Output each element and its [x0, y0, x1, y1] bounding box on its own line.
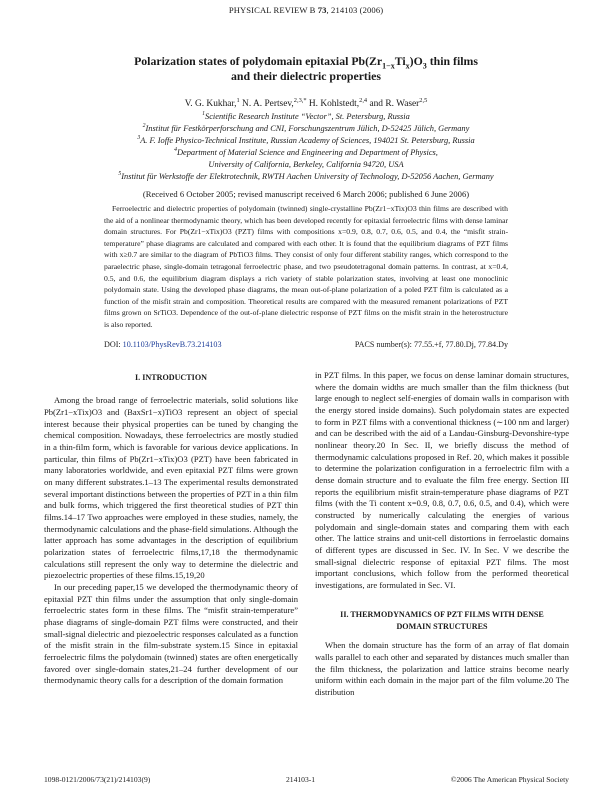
doi: DOI: 10.1103/PhysRevB.73.214103: [104, 340, 222, 349]
doi-pacs-line: [104, 340, 508, 349]
right-column: [315, 370, 569, 699]
paragraph: in PZT films. In this paper, we focus on dense laminar domain structures, where the domain widths are much smaller than the film thickness (but large enough to neglect self-energies of domain walls in comparison with the energy stored inside domains). Such polydomain states are expected to form in PZT films with a conventional thickness (∼100 nm and larger) and can be described with the aid of a Landau-Ginsburg-Devonshire-type nonlinear theory.20 In Sec. II, we briefly discuss the method of thermodynamic calculations proposed in Ref. 20, which makes it possible to determine the polarization configuration in a ferroelectric film with a dense domain structure and to evaluate the film free energy. Section III reports the equilibrium misfit strain-temperature phase diagrams of PZT films (with the Ti content x=0.9, 0.8, 0.7, 0.6, 0.5, and 0.4), which were constructed by numerically calculating the energies of various polydomain and single-domain states and comparing them with each other. The lattice strains and unit-cell distortions in ferroelastic domains of different types are discussed in Sec. IV. In Sec. V we describe the small-signal dielectric response of epitaxial PZT films. The most important conclusions, which follow from the performed theoretical investigations, are formulated in Sec. VI.: [315, 370, 569, 590]
running-head: [0, 5, 612, 15]
affiliation: $^3$A. F. Ioffe Physico-Technical Institute, Russian Academy of Sciences, 194021 St. Petersburg, Russia: [137, 135, 475, 145]
footer-page-number: 214103-1: [285, 775, 316, 784]
journal-name: PHYSICAL REVIEW B: [228, 5, 316, 15]
affiliation: $^5$Institut für Werkstoffe der Elektrotechnik, RWTH Aachen University of Technology, D-52056 Aachen, Germany: [118, 171, 494, 181]
journal-volume: 73: [317, 5, 327, 15]
footer-copyright: ©2006 The American Physical Society: [450, 775, 569, 784]
author: and R. Waser: [367, 99, 420, 109]
article-citation: , 214103 (2006): [326, 5, 384, 15]
section-heading-thermodynamics: II. THERMODYNAMICS OF PZT FILMS WITH DENSE DOMAIN STRUCTURES: [340, 610, 544, 631]
received-dates: (Received 6 October 2005; revised manuscript received 6 March 2006; published 6 June 2006): [142, 189, 470, 199]
affiliation: $^1$Scientific Research Institute “Vector”, St. Petersburg, Russia: [202, 111, 410, 121]
page-footer: [44, 775, 569, 784]
author: N. A. Pertsev,: [239, 99, 294, 109]
author-list: V. G. Kukhar,$^1$ N. A. Pertsev,$^{2,3,*}$ H. Kohlstedt,$^{2,4}$ and R. Waser$^{2,5}$: [184, 96, 428, 109]
pacs-numbers: PACS number(s): 77.55.+f, 77.80.Dj, 77.84.Dy: [354, 340, 508, 349]
author: H. Kohlstedt,: [306, 99, 360, 109]
affiliation: $^2$Institut für Festkörperforschung and CNI, Forschungszentrum Jülich, D-52425 Jülich, Germany: [142, 123, 470, 133]
left-column: [44, 372, 298, 687]
affiliation: University of California, Berkeley, California 94720, USA: [208, 160, 404, 169]
doi-link[interactable]: 10.1103/PhysRevB.73.214103: [122, 340, 222, 349]
author: V. G. Kukhar,: [184, 99, 237, 109]
abstract: Ferroelectric and dielectric properties of polydomain (twinned) single-crystalline Pb(Zr1−xTix)O3 thin films are described with the aid of a nonlinear thermodynamic theory, which has been developed recently for epitaxial ferroelectric films with dense laminar domain structures. For Pb(Zr1−xTix)O3 (PZT) films with compositions x=0.9, 0.8, 0.7, 0.6, 0.5, and 0.4, the “misfit strain-temperature” phase diagrams are calculated and compared with each other. It is found that the equilibrium diagrams of PZT films with x≥0.7 are similar to the diagram of PbTiO3 films. They consist of only four different stability ranges, which correspond to the paraelectric phase, single-domain tetragonal ferroelectric phase, and two pseudotetragonal domain patterns. In contrast, at x=0.4, 0.5, and 0.6, the equilibrium diagram displays a rich variety of stable polarization states, involving at least one monoclinic polydomain state. Using the developed phase diagrams, the mean out-of-plane polarization of a poled PZT film is calculated as a function of the misfit strain and composition. Theoretical results are compared with the measured remanent polarizations of PZT films grown on SrTiO3. Dependence of the out-of-plane dielectric response of PZT films on the misfit strain in the heterostructure is also reported.: [104, 204, 508, 329]
paragraph: When the domain structure has the form of an array of flat domain walls parallel to each other and separated by distances much smaller than the film thickness, the polarization and lattice strains become nearly uniform within each domain in the major part of the film volume.20 The distribution: [315, 640, 569, 697]
paragraph: In our preceding paper,15 we developed the thermodynamic theory of epitaxial PZT thin films under the assumption that only single-domain ferroelectric states form in these films. The “misfit strain-temperature” phase diagrams of single-domain PZT films were constructed, and their small-signal dielectric and piezoelectric responses calculated as a function of the misfit strain in the film-substrate system.15 Since in epitaxial ferroelectric films the polydomain (twinned) states are often energetically favored over single-domain states,21–24 further development of our thermodynamic theory calls for a description of the domain formation: [44, 581, 298, 686]
article-title: Polarization states of polydomain epitaxial $Pb(Zr_{1-x}Ti_x)O_3$ thin films and their dielectric properties: [134, 54, 478, 83]
affiliation: $^4$Department of Material Science and Engineering and Department of Physics,: [174, 147, 438, 157]
footer-issn: 1098-0121/2006/73(21)/214103(9): [44, 775, 151, 784]
section-heading-introduction: I. INTRODUCTION: [135, 373, 207, 382]
paragraph: Among the broad range of ferroelectric materials, solid solutions like Pb(Zr1−xTix)O3 and (BaxSr1−x)TiO3 represent an object of special interest because their physical properties can be tuned by changing the chemical composition. Nowadays, these ferroelectrics are mostly studied in a thin-film form, which is favorable for various device applications. In particular, thin films of Pb(Zr1−xTix)O3 (PZT) have been fabricated in many laboratories worldwide, and even epitaxial PZT films were grown on many different substrates.1–13 The experimental results demonstrated several important distinctions between the properties of PZT in a thin film and bulk forms, which triggered the first theoretical studies of PZT thin films.14–17 Two approaches were employed in these studies, namely, the thermodynamic calculations and the phase-field simulations. Although the latter approach has some advantages in the description of equilibrium polarization states of ferroelectric films,17,18 the thermodynamic calculations still represent the only way to determine the dielectric and piezoelectric properties of these films.15,19,20: [44, 395, 298, 581]
